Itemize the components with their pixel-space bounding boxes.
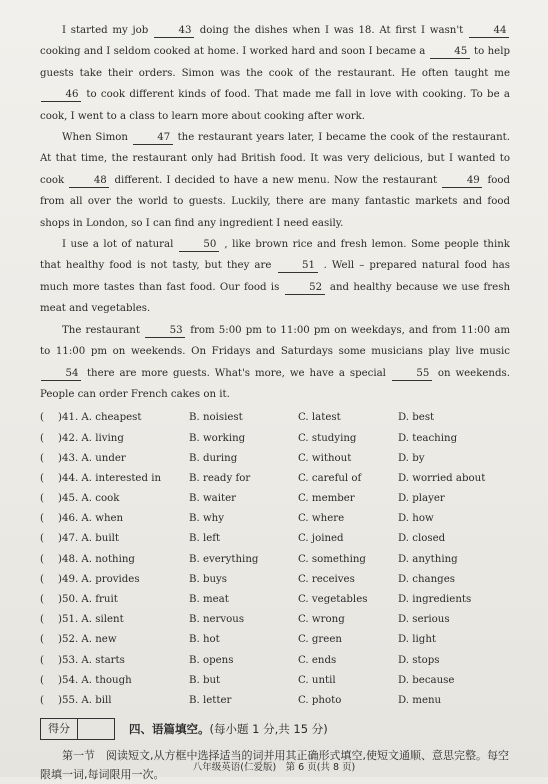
option-c: C. something xyxy=(298,553,366,565)
option-a: )52. A. new xyxy=(58,634,117,646)
passage-paragraph-4 xyxy=(40,320,510,406)
passage-text: the restaurant years later, I became the cook of the restaurant. At that time, the restaurant only had British food. It was very delicious, but I wanted to cook xyxy=(40,132,510,186)
option-b: B. left xyxy=(189,533,221,545)
option-d: D. ingredients xyxy=(398,594,472,605)
option-b: B. opens xyxy=(189,654,234,666)
option-a: )55. A. bill xyxy=(58,694,112,706)
option-b: B. during xyxy=(189,452,238,464)
option-c: C. photo xyxy=(298,694,342,706)
answer-paren[interactable]: ( xyxy=(40,654,44,666)
question-row xyxy=(40,449,510,469)
question-row xyxy=(40,408,510,428)
option-c: C. without xyxy=(298,452,352,464)
section-title xyxy=(129,721,328,737)
option-d: D. best xyxy=(398,412,435,424)
question-row xyxy=(40,429,510,449)
passage-text: from 5:00 pm to 11:00 pm on weekdays, and from 11:00 am to 11:00 pm on weekends. On Fridays and Saturdays some musicians play live music xyxy=(40,324,510,358)
question-row xyxy=(40,550,510,570)
option-a: )41. A. cheapest xyxy=(58,412,142,424)
question-row xyxy=(40,489,510,509)
option-d: D. anything xyxy=(398,553,458,565)
passage-text: on weekends. People can order French cakes on it. xyxy=(40,367,510,400)
answer-paren[interactable]: ( xyxy=(40,432,44,444)
passage-paragraph-1 xyxy=(40,20,510,127)
blank-45[interactable]: 45 xyxy=(430,45,470,59)
answer-paren[interactable]: ( xyxy=(40,513,44,525)
option-b: B. nervous xyxy=(189,614,245,626)
option-d: D. worried about xyxy=(398,472,486,484)
option-a: )48. A. nothing xyxy=(58,553,135,565)
option-d: D. by xyxy=(398,452,425,464)
passage-text: I use a lot of natural xyxy=(62,239,174,251)
passage-text: The restaurant xyxy=(62,324,140,336)
question-row xyxy=(40,529,510,549)
option-d: D. menu xyxy=(398,694,442,706)
option-c: C. ends xyxy=(298,654,337,666)
option-c: C. until xyxy=(298,674,336,686)
option-a: )53. A. starts xyxy=(58,654,125,666)
option-a: )45. A. cook xyxy=(58,493,120,505)
answer-paren[interactable]: ( xyxy=(40,674,44,686)
option-d: D. stops xyxy=(398,654,440,666)
option-c: C. careful of xyxy=(298,472,362,484)
passage-text: to help guests take their orders. Simon was the cook of the restaurant. He often taught me xyxy=(40,46,510,79)
answer-paren[interactable]: ( xyxy=(40,452,44,464)
option-b: B. letter xyxy=(189,694,232,706)
option-a: )49. A. provides xyxy=(58,573,140,585)
passage-text: different. I decided to have a new menu. Now the restaurant xyxy=(114,174,438,186)
blank-50[interactable]: 50 xyxy=(179,238,219,252)
option-a: )50. A. fruit xyxy=(58,594,118,605)
blank-48[interactable]: 48 xyxy=(69,174,109,188)
option-c: C. joined xyxy=(298,533,344,545)
question-list xyxy=(40,408,510,711)
question-row xyxy=(40,651,510,671)
passage-paragraph-3 xyxy=(40,234,510,320)
option-a: )46. A. when xyxy=(58,513,124,525)
option-a: )43. A. under xyxy=(58,452,126,464)
passage-text: , like brown rice and fresh lemon. Some people think that healthy food is not tasty, but they are xyxy=(40,239,510,272)
option-a: )51. A. silent xyxy=(58,614,124,626)
answer-paren[interactable]: ( xyxy=(40,573,44,585)
question-row xyxy=(40,469,510,489)
passage-text: cooking and I seldom cooked at home. I worked hard and soon I became a xyxy=(40,46,426,58)
option-d: D. because xyxy=(398,674,455,686)
option-c: C. member xyxy=(298,493,355,505)
blank-53[interactable]: 53 xyxy=(145,324,185,338)
answer-paren[interactable]: ( xyxy=(40,634,44,646)
option-b: B. waiter xyxy=(189,493,237,505)
answer-paren[interactable]: ( xyxy=(40,694,44,706)
blank-44[interactable]: 44 xyxy=(469,24,509,38)
blank-47[interactable]: 47 xyxy=(133,131,173,145)
option-c: C. green xyxy=(298,634,342,646)
answer-paren[interactable]: ( xyxy=(40,533,44,545)
passage-text: to cook different kinds of food. That made me fall in love with cooking. To be a cook, I went to a class to learn more about cooking after work. xyxy=(40,89,511,122)
passage-text: food from all over the world to guests. Luckily, there are many fantastic markets and food shops in London, so I can find any ingredient I need easily. xyxy=(40,174,510,229)
passage-text: and healthy because we use fresh meat and vegetables. xyxy=(40,281,510,315)
option-b: B. meat xyxy=(189,594,229,605)
question-row xyxy=(40,671,510,691)
option-c: C. vegetables xyxy=(298,594,368,605)
option-d: D. teaching xyxy=(398,432,458,444)
score-field[interactable] xyxy=(78,719,114,739)
option-d: D. light xyxy=(398,634,436,646)
option-b: B. noisiest xyxy=(189,412,243,424)
score-box xyxy=(40,718,115,740)
answer-paren[interactable]: ( xyxy=(40,412,44,424)
answer-paren[interactable]: ( xyxy=(40,493,44,505)
section-title-text: 四、语篇填空。 xyxy=(129,722,210,737)
score-label: 得分 xyxy=(41,719,78,739)
answer-paren[interactable]: ( xyxy=(40,594,44,605)
question-row xyxy=(40,570,510,590)
option-b: B. but xyxy=(189,674,221,686)
section-four-header xyxy=(40,718,510,740)
passage-text: When Simon xyxy=(62,132,128,144)
passage-text: there are more guests. What's more, we have a special xyxy=(86,367,386,379)
blank-54[interactable]: 54 xyxy=(41,367,81,381)
option-c: C. studying xyxy=(298,432,357,444)
option-a: )42. A. living xyxy=(58,432,124,444)
option-b: B. everything xyxy=(189,553,259,565)
blank-55[interactable]: 55 xyxy=(392,367,432,381)
passage-paragraph-2 xyxy=(40,127,510,234)
question-row xyxy=(40,590,510,610)
option-c: C. wrong xyxy=(298,614,345,626)
option-b: B. why xyxy=(189,513,224,525)
option-c: C. latest xyxy=(298,412,341,424)
option-a: )44. A. interested in xyxy=(58,472,162,484)
answer-paren[interactable]: ( xyxy=(40,614,44,626)
option-d: D. changes xyxy=(398,573,455,585)
option-d: D. serious xyxy=(398,614,450,626)
option-b: B. buys xyxy=(189,573,228,585)
blank-46[interactable]: 46 xyxy=(41,88,81,102)
option-c: C. where xyxy=(298,513,345,525)
option-a: )47. A. built xyxy=(58,533,119,545)
answer-paren[interactable]: ( xyxy=(40,553,44,565)
option-a: )54. A. though xyxy=(58,674,132,686)
passage-text: I started my job xyxy=(62,25,149,36)
section-title-note: (每小题 1 分,共 15 分) xyxy=(209,722,328,737)
page-footer: 八年级英语(仁爱版) 第 6 页(共 8 页) xyxy=(192,762,356,773)
option-b: B. hot xyxy=(189,634,220,646)
answer-paren[interactable]: ( xyxy=(40,472,44,484)
passage-text: . Well – prepared natural food has much more tastes than fast food. Our food is xyxy=(40,260,510,293)
blank-49[interactable]: 49 xyxy=(442,174,482,188)
option-b: B. working xyxy=(189,432,246,444)
passage-text: doing the dishes when I was 18. At first I wasn't xyxy=(199,25,464,36)
blank-52[interactable]: 52 xyxy=(285,281,325,295)
blank-43[interactable]: 43 xyxy=(154,24,194,38)
option-d: D. player xyxy=(398,493,445,505)
question-row xyxy=(40,509,510,529)
question-row xyxy=(40,691,510,711)
option-c: C. receives xyxy=(298,573,355,585)
option-d: D. how xyxy=(398,513,434,525)
section-instruction: 第一节 阅读短文,从方框中选择适当的词并用其正确形式填空,使短文通顺、意思完整。每空限填一词,每词限用一次。 xyxy=(40,749,509,782)
option-b: B. ready for xyxy=(189,472,251,484)
question-row xyxy=(40,610,510,630)
blank-51[interactable]: 51 xyxy=(278,259,318,273)
option-d: D. closed xyxy=(398,533,446,545)
question-row xyxy=(40,630,510,650)
